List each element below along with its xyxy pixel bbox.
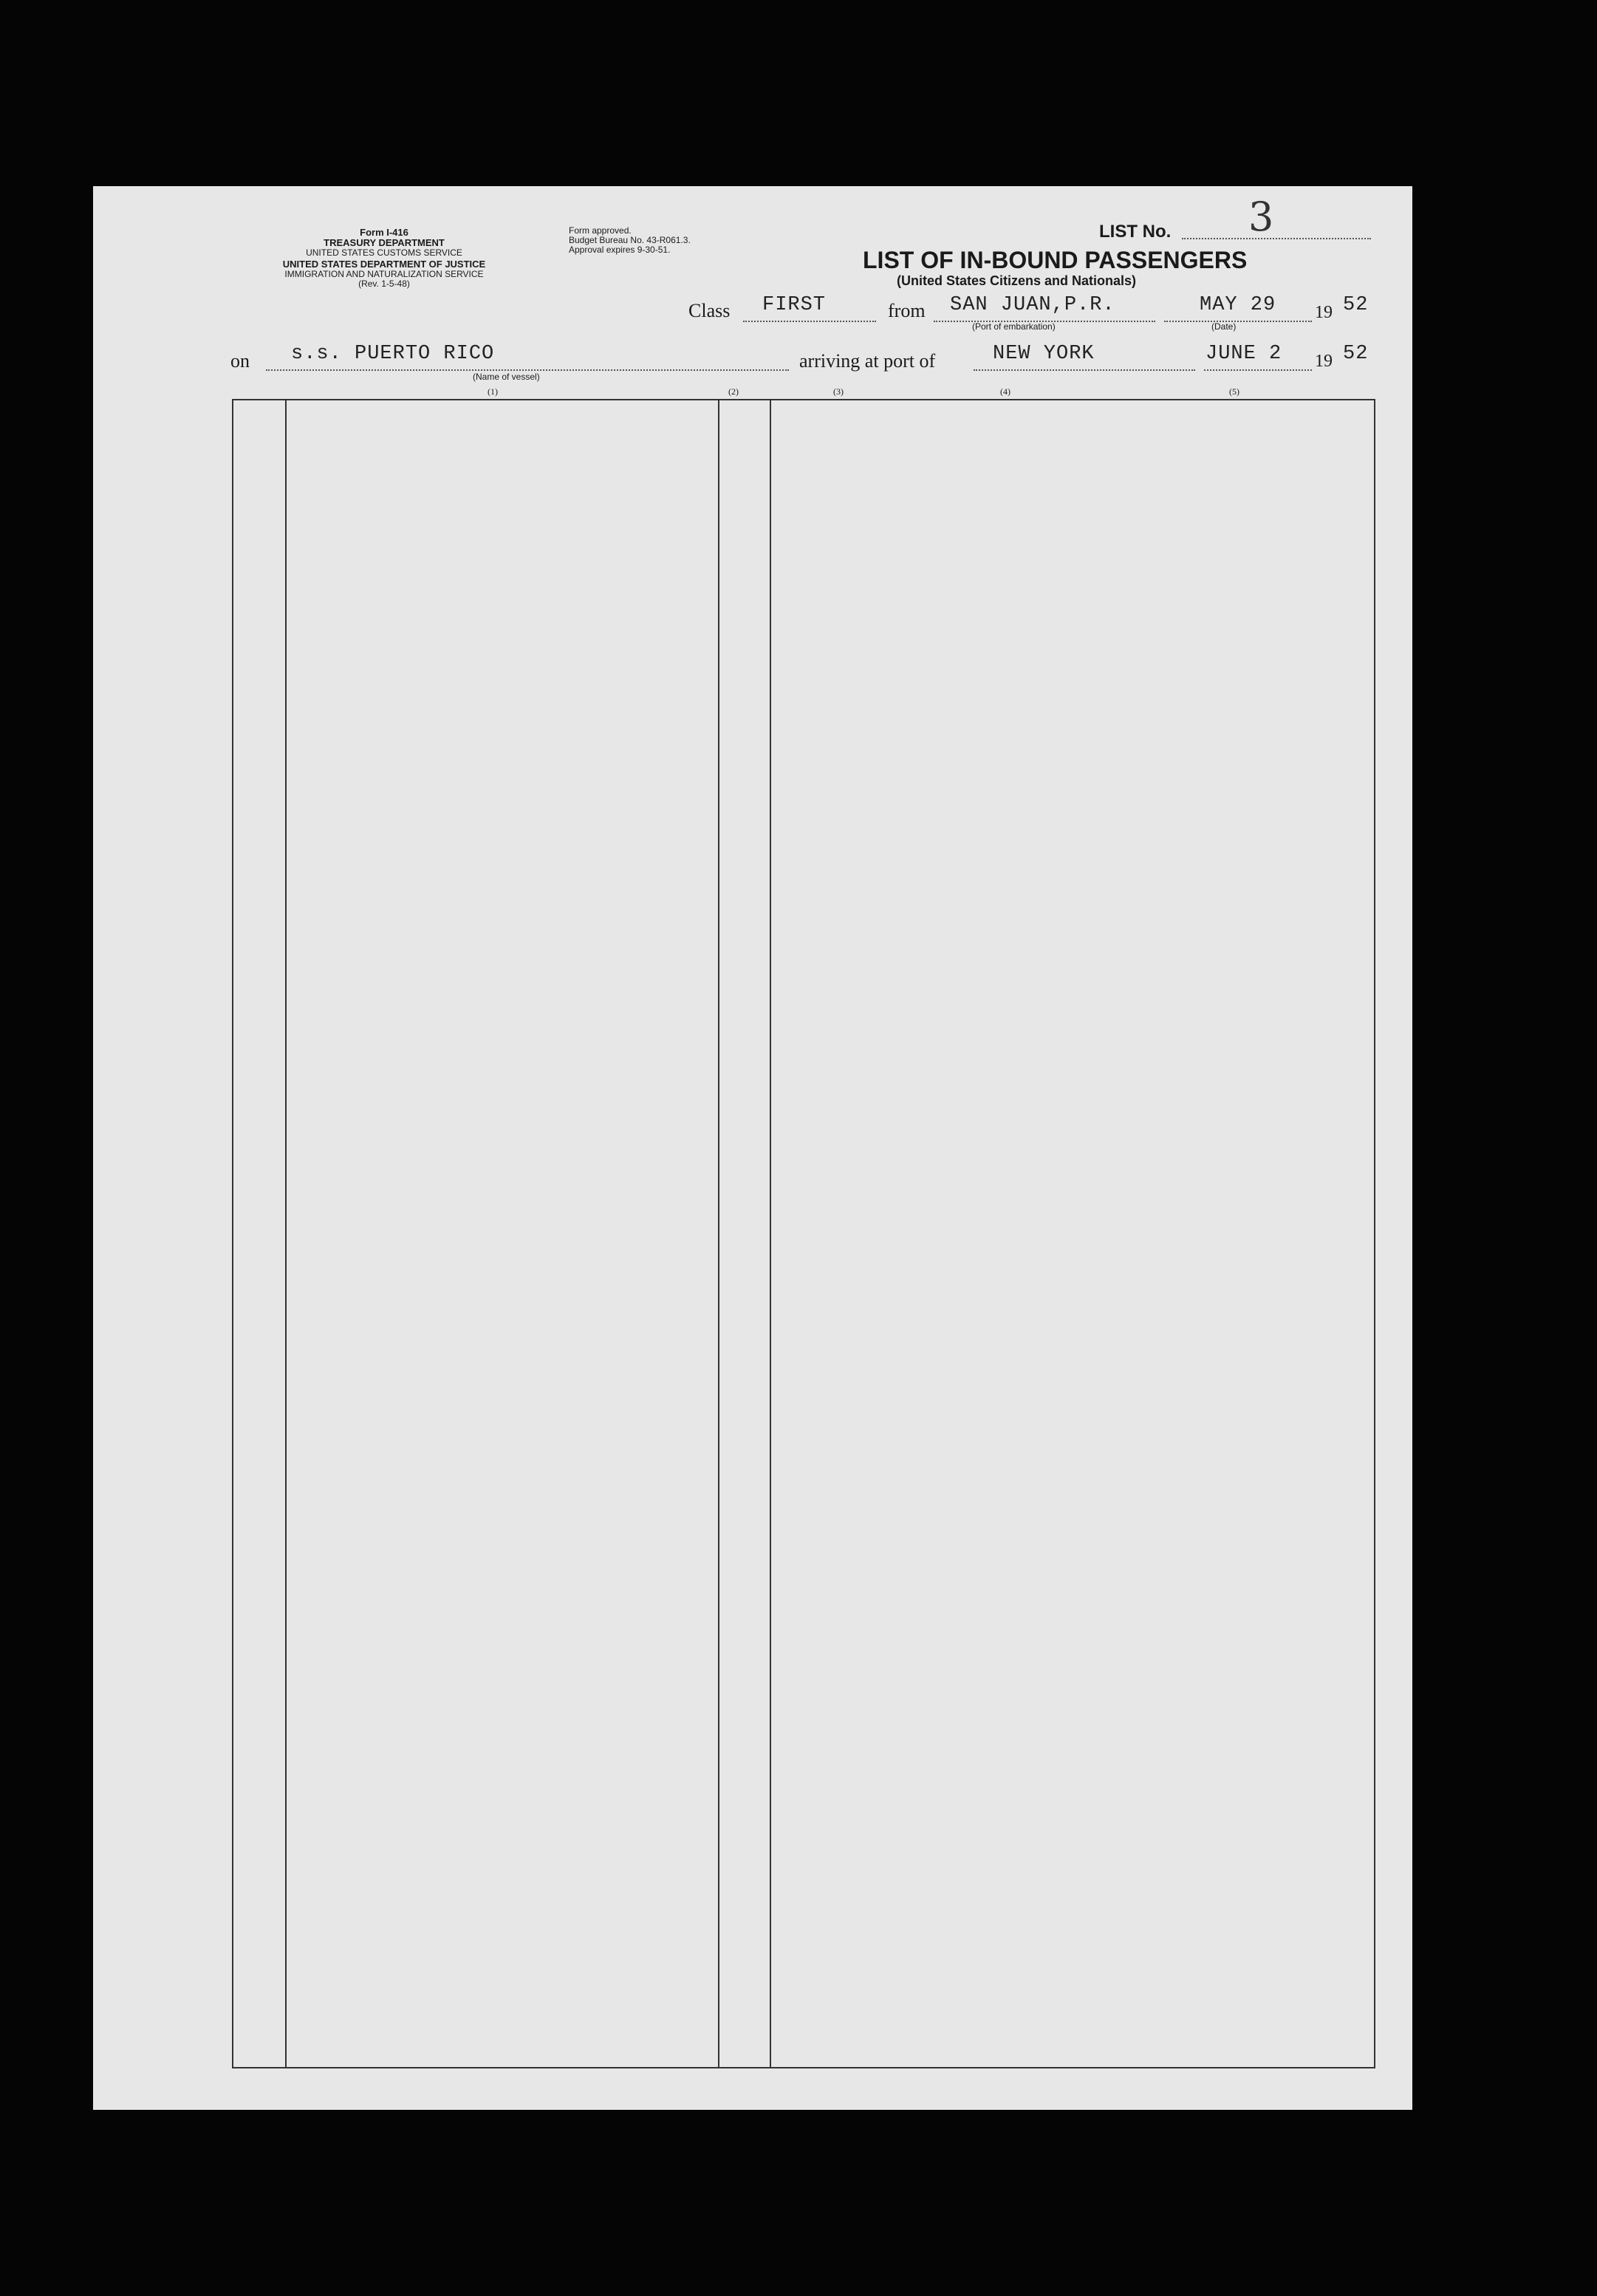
column-number: (4) [1000, 386, 1010, 397]
column-number: (5) [1229, 386, 1239, 397]
column-number: (3) [833, 386, 844, 397]
list-number-label: LIST No. [1099, 222, 1172, 242]
arrival-port-underline [974, 369, 1195, 371]
departure-year: 52 [1343, 294, 1369, 316]
arrival-date: JUNE 2 [1206, 343, 1282, 365]
form-header-left [229, 228, 539, 289]
vessel-caption: (Name of vessel) [473, 372, 540, 382]
vessel-name: s.s. PUERTO RICO [291, 343, 495, 365]
year-prefix: 19 [1315, 303, 1333, 322]
ins-service: IMMIGRATION AND NATURALIZATION SERVICE [284, 269, 484, 279]
treasury-dept: TREASURY DEPARTMENT [324, 237, 445, 248]
vessel-underline [266, 369, 789, 371]
date-caption: (Date) [1211, 321, 1237, 332]
revision: (Rev. 1-5-48) [358, 279, 410, 289]
approval-block [569, 226, 691, 255]
approval-line: Approval expires 9-30-51. [569, 245, 671, 255]
arrival-date-underline [1204, 369, 1312, 371]
year-prefix: 19 [1315, 352, 1333, 371]
port-embarkation-caption: (Port of embarkation) [972, 321, 1056, 332]
form-title: LIST OF IN-BOUND PASSENGERS [863, 247, 1248, 273]
list-number-value: 3 [1248, 194, 1274, 240]
departure-date: MAY 29 [1200, 294, 1276, 316]
arrival-year: 52 [1343, 343, 1369, 365]
column-divider [285, 400, 287, 2067]
arrival-port: NEW YORK [993, 343, 1095, 365]
customs-service: UNITED STATES CUSTOMS SERVICE [306, 247, 462, 258]
form-subtitle: (United States Citizens and Nationals) [897, 273, 1137, 288]
class-underline [743, 321, 876, 322]
date-underline [1164, 321, 1312, 322]
justice-dept: UNITED STATES DEPARTMENT OF JUSTICE [282, 259, 486, 270]
approval-line: Form approved. [569, 225, 632, 236]
on-label: on [230, 350, 250, 372]
arriving-label: arriving at port of [799, 350, 936, 372]
port-of-embarkation: SAN JUAN,P.R. [950, 294, 1115, 316]
column-divider [770, 400, 771, 2067]
class-label: Class [688, 300, 731, 321]
passenger-table [232, 399, 1375, 2068]
column-number: (2) [728, 386, 739, 397]
column-number: (1) [488, 386, 498, 397]
approval-line: Budget Bureau No. 43-R061.3. [569, 235, 691, 245]
list-number-underline [1182, 238, 1371, 239]
form-number: Form I-416 [360, 227, 408, 238]
column-divider [718, 400, 719, 2067]
from-label: from [888, 300, 926, 321]
class-value: FIRST [762, 294, 827, 316]
